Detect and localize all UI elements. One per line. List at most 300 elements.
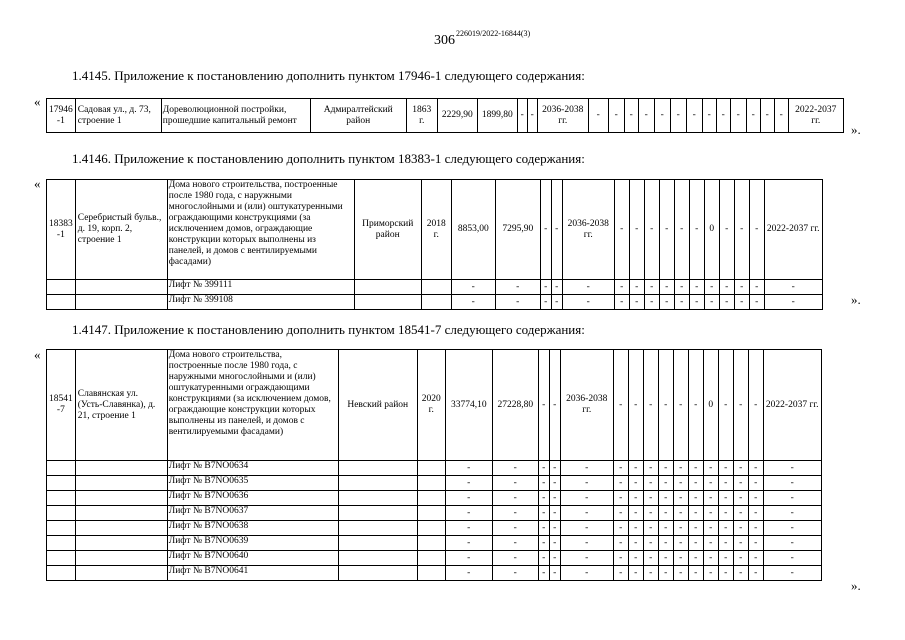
empty-cell bbox=[421, 280, 451, 295]
empty-cell bbox=[417, 566, 445, 581]
empty-cell bbox=[338, 476, 417, 491]
value-cell: - bbox=[733, 350, 748, 461]
empty-cell bbox=[417, 461, 445, 476]
value-cell: - bbox=[673, 521, 688, 536]
value-cell: - bbox=[562, 280, 614, 295]
value-cell: - bbox=[688, 506, 703, 521]
value-cell: - bbox=[703, 461, 718, 476]
address: Славянская ул. (Усть-Славянка), д. 21, строение 1 bbox=[75, 350, 167, 461]
value-cell: - bbox=[703, 506, 718, 521]
value-cell: - bbox=[538, 476, 549, 491]
lift-name: Лифт № 399108 bbox=[167, 295, 354, 310]
value-cell: - bbox=[658, 506, 673, 521]
value-cell: - bbox=[659, 280, 674, 295]
value-cell: - bbox=[749, 280, 764, 295]
value-cell: - bbox=[673, 476, 688, 491]
value-cell: - bbox=[733, 521, 748, 536]
value-cell: - bbox=[613, 491, 628, 506]
empty-cell bbox=[338, 461, 417, 476]
open-quote: « bbox=[34, 176, 41, 191]
repair-period: 2036-2038 гг. bbox=[562, 180, 614, 280]
table-row bbox=[47, 461, 822, 476]
value-cell: - bbox=[689, 180, 704, 280]
value-cell: - bbox=[643, 551, 658, 566]
item-number: 18383 -1 bbox=[47, 180, 76, 280]
empty-cell bbox=[47, 280, 76, 295]
value-cell: - bbox=[624, 99, 638, 133]
section-table bbox=[46, 179, 823, 310]
value-cell: - bbox=[674, 280, 689, 295]
section-heading: 1.4146. Приложение к постановлению дополнить пунктом 18383-1 следующего содержания: bbox=[72, 151, 585, 166]
value-cell: - bbox=[716, 99, 730, 133]
value-cell: - bbox=[673, 350, 688, 461]
total-area: 2229,90 bbox=[437, 99, 477, 133]
value-cell: - bbox=[673, 536, 688, 551]
value-cell: - bbox=[659, 295, 674, 310]
empty-cell bbox=[47, 551, 76, 566]
value-cell: - bbox=[703, 536, 718, 551]
building-description: Дома нового строительства, построенные после 1980 года, с наружными многослойными и (или) оштукатуренными ограждающими конструкциями (за исключением домов, ограждающие конструкции которых выполнены из панелей, и домов с вентилируемыми фасадами) bbox=[167, 180, 354, 280]
repair-period: 2036-2038 гг. bbox=[560, 350, 613, 461]
lift-name: Лифт № В7NO0634 bbox=[167, 461, 338, 476]
value-cell: - bbox=[703, 566, 718, 581]
page-number: 306 bbox=[434, 33, 455, 48]
value-cell: - bbox=[673, 551, 688, 566]
value-cell: - bbox=[748, 536, 763, 551]
value-cell: - bbox=[629, 180, 644, 280]
empty-cell bbox=[338, 566, 417, 581]
living-area: 27228,80 bbox=[492, 350, 538, 461]
building-description: Дореволюционной постройки, прошедшие капитальный ремонт bbox=[161, 99, 310, 133]
close-quote: ». bbox=[851, 292, 861, 307]
value-cell: - bbox=[748, 551, 763, 566]
value-cell: - bbox=[658, 521, 673, 536]
value-cell: - bbox=[733, 551, 748, 566]
value-cell: - bbox=[562, 295, 614, 310]
value-cell: - bbox=[748, 476, 763, 491]
open-quote: « bbox=[34, 347, 41, 362]
value-cell: 0 bbox=[703, 350, 718, 461]
value-cell: - bbox=[643, 566, 658, 581]
item-number: 18541 -7 bbox=[47, 350, 76, 461]
value-cell: - bbox=[492, 521, 538, 536]
value-cell: - bbox=[549, 491, 560, 506]
value-cell: - bbox=[748, 506, 763, 521]
living-area: 1899,80 bbox=[477, 99, 517, 133]
table-row bbox=[47, 521, 822, 536]
value-cell: - bbox=[718, 536, 733, 551]
empty-cell bbox=[338, 536, 417, 551]
value-cell: - bbox=[658, 536, 673, 551]
table-row bbox=[47, 551, 822, 566]
empty-cell bbox=[417, 536, 445, 551]
section-heading: 1.4147. Приложение к постановлению дополнить пунктом 18541-7 следующего содержания: bbox=[72, 322, 585, 337]
table-row bbox=[47, 536, 822, 551]
value-cell: - bbox=[614, 180, 629, 280]
value-cell: - bbox=[628, 476, 643, 491]
value-cell: - bbox=[749, 180, 764, 280]
value-cell: - bbox=[719, 295, 734, 310]
table-row bbox=[47, 99, 844, 133]
value-cell: - bbox=[730, 99, 746, 133]
value-cell: - bbox=[445, 476, 492, 491]
empty-cell bbox=[47, 476, 76, 491]
value-cell: - bbox=[748, 566, 763, 581]
value-cell: - bbox=[718, 476, 733, 491]
value-cell: - bbox=[703, 521, 718, 536]
value-cell: - bbox=[549, 566, 560, 581]
value-cell: - bbox=[549, 350, 560, 461]
value-cell: - bbox=[613, 566, 628, 581]
value-cell: - bbox=[445, 521, 492, 536]
build-year: 2020 г. bbox=[417, 350, 445, 461]
value-cell: - bbox=[688, 491, 703, 506]
value-cell: - bbox=[659, 180, 674, 280]
value-cell: - bbox=[763, 491, 821, 506]
value-cell: - bbox=[538, 536, 549, 551]
empty-cell bbox=[417, 521, 445, 536]
value-cell: - bbox=[551, 280, 562, 295]
value-cell: - bbox=[658, 566, 673, 581]
empty-cell bbox=[47, 566, 76, 581]
value-cell: - bbox=[748, 491, 763, 506]
value-cell: - bbox=[613, 350, 628, 461]
empty-cell bbox=[421, 295, 451, 310]
value-cell: - bbox=[686, 99, 702, 133]
section-heading: 1.4145. Приложение к постановлению дополнить пунктом 17946-1 следующего содержания: bbox=[72, 68, 585, 83]
value-cell: - bbox=[538, 491, 549, 506]
value-cell: - bbox=[445, 461, 492, 476]
program-period: 2022-2037 гг. bbox=[763, 350, 821, 461]
value-cell: - bbox=[644, 280, 659, 295]
value-cell: - bbox=[538, 566, 549, 581]
repair-period: 2036-2038 гг. bbox=[537, 99, 588, 133]
empty-cell bbox=[417, 506, 445, 521]
address: Серебристый бульв., д. 19, корп. 2, строение 1 bbox=[75, 180, 167, 280]
total-area: 33774,10 bbox=[445, 350, 492, 461]
lift-name: Лифт № В7NO0636 bbox=[167, 491, 338, 506]
value-cell: - bbox=[492, 476, 538, 491]
building-description: Дома нового строительства, построенные после 1980 года, с наружными многослойными и (или) оштукатуренными ограждающими конструкциями (за исключением домов, ограждающие конструкции которых выполнены из панелей, и домов с вентилируемыми фасадами) bbox=[167, 350, 338, 461]
district: Приморский район bbox=[354, 180, 421, 280]
value-cell: - bbox=[719, 280, 734, 295]
empty-cell bbox=[47, 491, 76, 506]
value-cell: - bbox=[643, 521, 658, 536]
value-cell: - bbox=[549, 461, 560, 476]
value-cell: - bbox=[643, 536, 658, 551]
value-cell: - bbox=[628, 506, 643, 521]
value-cell: - bbox=[733, 506, 748, 521]
value-cell: - bbox=[733, 566, 748, 581]
value-cell: - bbox=[613, 521, 628, 536]
value-cell: - bbox=[763, 521, 821, 536]
value-cell: - bbox=[644, 295, 659, 310]
value-cell: - bbox=[549, 506, 560, 521]
value-cell: - bbox=[549, 476, 560, 491]
value-cell: - bbox=[749, 295, 764, 310]
empty-cell bbox=[354, 295, 421, 310]
value-cell: - bbox=[764, 295, 822, 310]
value-cell: - bbox=[748, 521, 763, 536]
value-cell: - bbox=[763, 506, 821, 521]
empty-cell bbox=[75, 280, 167, 295]
value-cell: - bbox=[492, 566, 538, 581]
value-cell: - bbox=[658, 491, 673, 506]
value-cell: - bbox=[748, 461, 763, 476]
value-cell: - bbox=[445, 566, 492, 581]
address: Садовая ул., д. 73, строение 1 bbox=[75, 99, 161, 133]
value-cell: - bbox=[718, 350, 733, 461]
value-cell: - bbox=[644, 180, 659, 280]
value-cell: - bbox=[451, 295, 495, 310]
value-cell: - bbox=[628, 521, 643, 536]
value-cell: - bbox=[492, 536, 538, 551]
value-cell: - bbox=[613, 536, 628, 551]
value-cell: - bbox=[549, 551, 560, 566]
value-cell: - bbox=[718, 566, 733, 581]
value-cell: - bbox=[629, 295, 644, 310]
value-cell: - bbox=[560, 521, 613, 536]
close-quote: ». bbox=[851, 122, 861, 137]
value-cell: - bbox=[703, 551, 718, 566]
value-cell: - bbox=[688, 350, 703, 461]
value-cell: - bbox=[628, 566, 643, 581]
table-row bbox=[47, 506, 822, 521]
value-cell: - bbox=[451, 280, 495, 295]
lift-name: Лифт № В7NO0639 bbox=[167, 536, 338, 551]
table-row bbox=[47, 476, 822, 491]
value-cell: - bbox=[492, 461, 538, 476]
value-cell: - bbox=[763, 566, 821, 581]
empty-cell bbox=[75, 461, 167, 476]
value-cell: - bbox=[658, 476, 673, 491]
value-cell: - bbox=[763, 551, 821, 566]
value-cell: - bbox=[643, 461, 658, 476]
value-cell: - bbox=[538, 551, 549, 566]
value-cell: - bbox=[733, 536, 748, 551]
district: Адмиралтейский район bbox=[310, 99, 406, 133]
value-cell: - bbox=[702, 99, 716, 133]
empty-cell bbox=[47, 506, 76, 521]
value-cell: - bbox=[560, 551, 613, 566]
value-cell: - bbox=[688, 536, 703, 551]
value-cell: - bbox=[688, 551, 703, 566]
total-area: 8853,00 bbox=[451, 180, 495, 280]
value-cell: - bbox=[628, 551, 643, 566]
close-quote: ». bbox=[851, 578, 861, 593]
value-cell: - bbox=[549, 521, 560, 536]
lift-name: Лифт № В7NO0641 bbox=[167, 566, 338, 581]
empty-cell bbox=[338, 551, 417, 566]
value-cell: - bbox=[673, 566, 688, 581]
value-cell: - bbox=[445, 506, 492, 521]
value-cell: - bbox=[763, 461, 821, 476]
value-cell: - bbox=[517, 99, 527, 133]
lift-name: Лифт № 399111 bbox=[167, 280, 354, 295]
value-cell: - bbox=[674, 180, 689, 280]
value-cell: - bbox=[540, 280, 551, 295]
value-cell: - bbox=[734, 295, 749, 310]
open-quote: « bbox=[34, 94, 41, 109]
value-cell: - bbox=[704, 280, 719, 295]
value-cell: - bbox=[613, 461, 628, 476]
value-cell: - bbox=[688, 476, 703, 491]
value-cell: - bbox=[608, 99, 624, 133]
value-cell: - bbox=[688, 461, 703, 476]
value-cell: - bbox=[551, 295, 562, 310]
empty-cell bbox=[354, 280, 421, 295]
value-cell: - bbox=[614, 295, 629, 310]
empty-cell bbox=[417, 491, 445, 506]
value-cell: - bbox=[613, 506, 628, 521]
value-cell: - bbox=[445, 536, 492, 551]
empty-cell bbox=[75, 521, 167, 536]
empty-cell bbox=[47, 461, 76, 476]
value-cell: - bbox=[549, 536, 560, 551]
empty-cell bbox=[75, 551, 167, 566]
value-cell: - bbox=[688, 521, 703, 536]
value-cell: - bbox=[774, 99, 788, 133]
item-number: 17946 -1 bbox=[47, 99, 76, 133]
value-cell: - bbox=[613, 551, 628, 566]
value-cell: - bbox=[734, 180, 749, 280]
empty-cell bbox=[338, 506, 417, 521]
value-cell: - bbox=[704, 295, 719, 310]
empty-cell bbox=[75, 506, 167, 521]
table-row bbox=[47, 280, 823, 295]
value-cell: - bbox=[527, 99, 537, 133]
value-cell: 0 bbox=[704, 180, 719, 280]
value-cell: - bbox=[654, 99, 670, 133]
value-cell: - bbox=[760, 99, 774, 133]
value-cell: - bbox=[658, 350, 673, 461]
value-cell: - bbox=[588, 99, 608, 133]
value-cell: - bbox=[703, 491, 718, 506]
value-cell: - bbox=[551, 180, 562, 280]
value-cell: - bbox=[492, 491, 538, 506]
value-cell: - bbox=[733, 491, 748, 506]
value-cell: - bbox=[703, 476, 718, 491]
table-row bbox=[47, 566, 822, 581]
lift-name: Лифт № В7NO0638 bbox=[167, 521, 338, 536]
value-cell: - bbox=[613, 476, 628, 491]
value-cell: - bbox=[689, 280, 704, 295]
table-row bbox=[47, 295, 823, 310]
value-cell: - bbox=[718, 521, 733, 536]
value-cell: - bbox=[643, 476, 658, 491]
value-cell: - bbox=[643, 350, 658, 461]
value-cell: - bbox=[674, 295, 689, 310]
value-cell: - bbox=[540, 180, 551, 280]
lift-name: Лифт № В7NO0640 bbox=[167, 551, 338, 566]
empty-cell bbox=[47, 521, 76, 536]
value-cell: - bbox=[670, 99, 686, 133]
value-cell: - bbox=[628, 350, 643, 461]
value-cell: - bbox=[733, 461, 748, 476]
district: Невский район bbox=[338, 350, 417, 461]
value-cell: - bbox=[560, 476, 613, 491]
empty-cell bbox=[338, 521, 417, 536]
empty-cell bbox=[47, 536, 76, 551]
empty-cell bbox=[417, 476, 445, 491]
value-cell: - bbox=[538, 506, 549, 521]
empty-cell bbox=[47, 295, 76, 310]
value-cell: - bbox=[718, 491, 733, 506]
value-cell: - bbox=[673, 491, 688, 506]
value-cell: - bbox=[560, 506, 613, 521]
lift-name: Лифт № В7NO0637 bbox=[167, 506, 338, 521]
lift-name: Лифт № В7NO0635 bbox=[167, 476, 338, 491]
value-cell: - bbox=[538, 521, 549, 536]
value-cell: - bbox=[733, 476, 748, 491]
empty-cell bbox=[417, 551, 445, 566]
value-cell: - bbox=[688, 566, 703, 581]
build-year: 2018 г. bbox=[421, 180, 451, 280]
empty-cell bbox=[75, 476, 167, 491]
value-cell: - bbox=[560, 491, 613, 506]
program-period: 2022-2037 гг. bbox=[788, 99, 843, 133]
value-cell: - bbox=[673, 461, 688, 476]
value-cell: - bbox=[719, 180, 734, 280]
value-cell: - bbox=[629, 280, 644, 295]
value-cell: - bbox=[538, 461, 549, 476]
value-cell: - bbox=[658, 551, 673, 566]
value-cell: - bbox=[643, 506, 658, 521]
empty-cell bbox=[75, 491, 167, 506]
living-area: 7295,90 bbox=[495, 180, 540, 280]
program-period: 2022-2037 гг. bbox=[764, 180, 822, 280]
value-cell: - bbox=[689, 295, 704, 310]
value-cell: - bbox=[560, 566, 613, 581]
value-cell: - bbox=[764, 280, 822, 295]
value-cell: - bbox=[560, 536, 613, 551]
value-cell: - bbox=[560, 461, 613, 476]
section-table bbox=[46, 349, 822, 581]
value-cell: - bbox=[628, 491, 643, 506]
empty-cell bbox=[75, 295, 167, 310]
value-cell: - bbox=[540, 295, 551, 310]
value-cell: - bbox=[628, 461, 643, 476]
value-cell: - bbox=[718, 461, 733, 476]
value-cell: - bbox=[538, 350, 549, 461]
value-cell: - bbox=[673, 506, 688, 521]
build-year: 1863 г. bbox=[406, 99, 437, 133]
empty-cell bbox=[75, 536, 167, 551]
empty-cell bbox=[338, 491, 417, 506]
table-row bbox=[47, 180, 823, 280]
section-table bbox=[46, 98, 844, 133]
value-cell: - bbox=[746, 99, 760, 133]
value-cell: - bbox=[763, 536, 821, 551]
value-cell: - bbox=[492, 506, 538, 521]
value-cell: - bbox=[748, 350, 763, 461]
value-cell: - bbox=[638, 99, 654, 133]
value-cell: - bbox=[658, 461, 673, 476]
value-cell: - bbox=[718, 551, 733, 566]
value-cell: - bbox=[718, 506, 733, 521]
document-reference: 226019/2022-16844(3) bbox=[456, 29, 531, 38]
value-cell: - bbox=[614, 280, 629, 295]
value-cell: - bbox=[763, 476, 821, 491]
value-cell: - bbox=[643, 491, 658, 506]
value-cell: - bbox=[734, 280, 749, 295]
value-cell: - bbox=[445, 551, 492, 566]
value-cell: - bbox=[492, 551, 538, 566]
value-cell: - bbox=[495, 280, 540, 295]
value-cell: - bbox=[445, 491, 492, 506]
table-row bbox=[47, 350, 822, 461]
empty-cell bbox=[75, 566, 167, 581]
